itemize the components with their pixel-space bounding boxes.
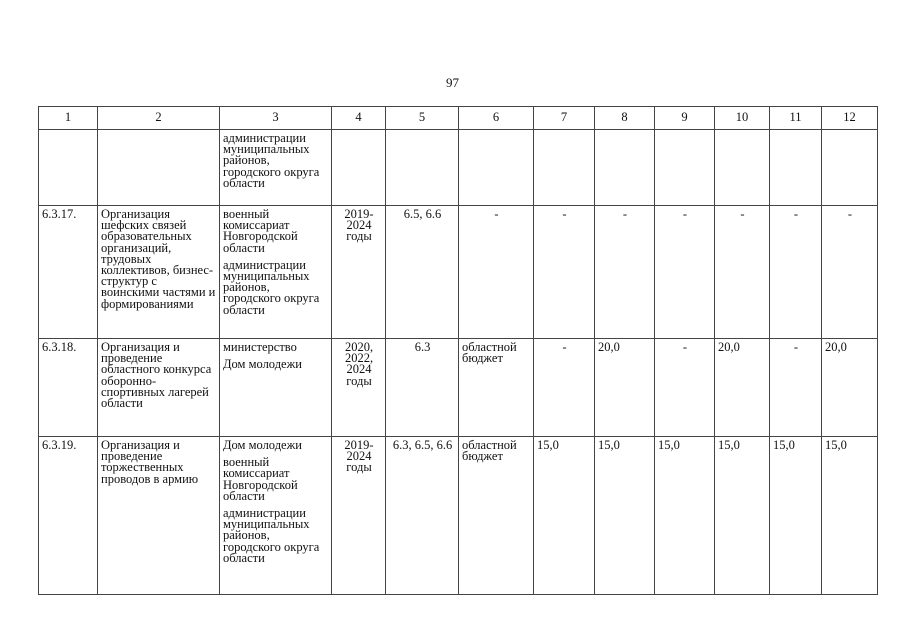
cell-value: -: [595, 206, 655, 339]
cell-value: 20,0: [595, 339, 655, 437]
cell-value: 15,0: [715, 437, 770, 595]
table-header-row: [39, 107, 878, 130]
column-header: 9: [655, 107, 715, 130]
cell-value: [770, 130, 822, 206]
cell-indicators: [386, 130, 459, 206]
cell-executors: [220, 437, 332, 595]
cell-value: -: [715, 206, 770, 339]
cell-executors: [220, 339, 332, 437]
cell-num: [39, 130, 98, 206]
table-row-continuation: [39, 130, 878, 206]
cell-value: 15,0: [534, 437, 595, 595]
cell-source: [459, 130, 534, 206]
cell-years: [332, 130, 386, 206]
executor-text: министерство: [223, 340, 297, 354]
executor-text: военный комиссариат Новгородской области: [223, 207, 298, 255]
cell-num: 6.3.17.: [39, 206, 98, 339]
table-row: [39, 339, 878, 437]
executor-text: Дом молодежи: [223, 438, 302, 452]
cell-value: -: [770, 339, 822, 437]
column-header: 4: [332, 107, 386, 130]
executor-text: администрации муниципальных районов, городского округа области: [223, 506, 320, 565]
cell-name: [98, 130, 220, 206]
cell-name: Организация и проведение торжественных проводов в армию: [98, 437, 220, 595]
column-header: 12: [822, 107, 878, 130]
cell-value: -: [655, 206, 715, 339]
column-header: 2: [98, 107, 220, 130]
cell-value: [822, 130, 878, 206]
executor-text: администрации муниципальных районов, городского округа области: [223, 131, 320, 190]
cell-indicators: 6.5, 6.6: [386, 206, 459, 339]
column-header: 8: [595, 107, 655, 130]
cell-value: [534, 130, 595, 206]
cell-executors: [220, 130, 332, 206]
column-header: 5: [386, 107, 459, 130]
column-header: 6: [459, 107, 534, 130]
cell-value: -: [534, 339, 595, 437]
cell-value: [655, 130, 715, 206]
cell-value: 20,0: [822, 339, 878, 437]
cell-num: 6.3.18.: [39, 339, 98, 437]
cell-value: 15,0: [822, 437, 878, 595]
column-header: 1: [39, 107, 98, 130]
cell-years: 2019-2024 годы: [332, 437, 386, 595]
cell-value: [715, 130, 770, 206]
cell-source: областной бюджет: [459, 339, 534, 437]
cell-num: 6.3.19.: [39, 437, 98, 595]
cell-indicators: 6.3: [386, 339, 459, 437]
executor-text: военный комиссариат Новгородской области: [223, 455, 298, 503]
table-row: [39, 437, 878, 595]
cell-value: 15,0: [595, 437, 655, 595]
program-measures-table: [38, 106, 878, 595]
cell-value: -: [655, 339, 715, 437]
page-number: 97: [446, 75, 459, 90]
cell-executors: [220, 206, 332, 339]
cell-name: Организация шефских связей образовательных организаций, трудовых коллективов, бизнес-структур с воинскими частями и формированиями: [98, 206, 220, 339]
column-header: 10: [715, 107, 770, 130]
cell-name: Организация и проведение областного конкурса оборонно-спортивных лагерей области: [98, 339, 220, 437]
cell-value: 15,0: [655, 437, 715, 595]
cell-years: 2019-2024 годы: [332, 206, 386, 339]
cell-source: областной бюджет: [459, 437, 534, 595]
cell-indicators: 6.3, 6.5, 6.6: [386, 437, 459, 595]
executor-text: Дом молодежи: [223, 357, 302, 372]
cell-value: -: [770, 206, 822, 339]
cell-value: 15,0: [770, 437, 822, 595]
cell-value: [595, 130, 655, 206]
cell-value: -: [534, 206, 595, 339]
cell-source: -: [459, 206, 534, 339]
cell-value: -: [822, 206, 878, 339]
table-row: [39, 206, 878, 339]
cell-years: 2020, 2022, 2024 годы: [332, 339, 386, 437]
executor-text: администрации муниципальных районов, городского округа области: [223, 257, 320, 317]
column-header: 3: [220, 107, 332, 130]
column-header: 11: [770, 107, 822, 130]
column-header: 7: [534, 107, 595, 130]
cell-value: 20,0: [715, 339, 770, 437]
